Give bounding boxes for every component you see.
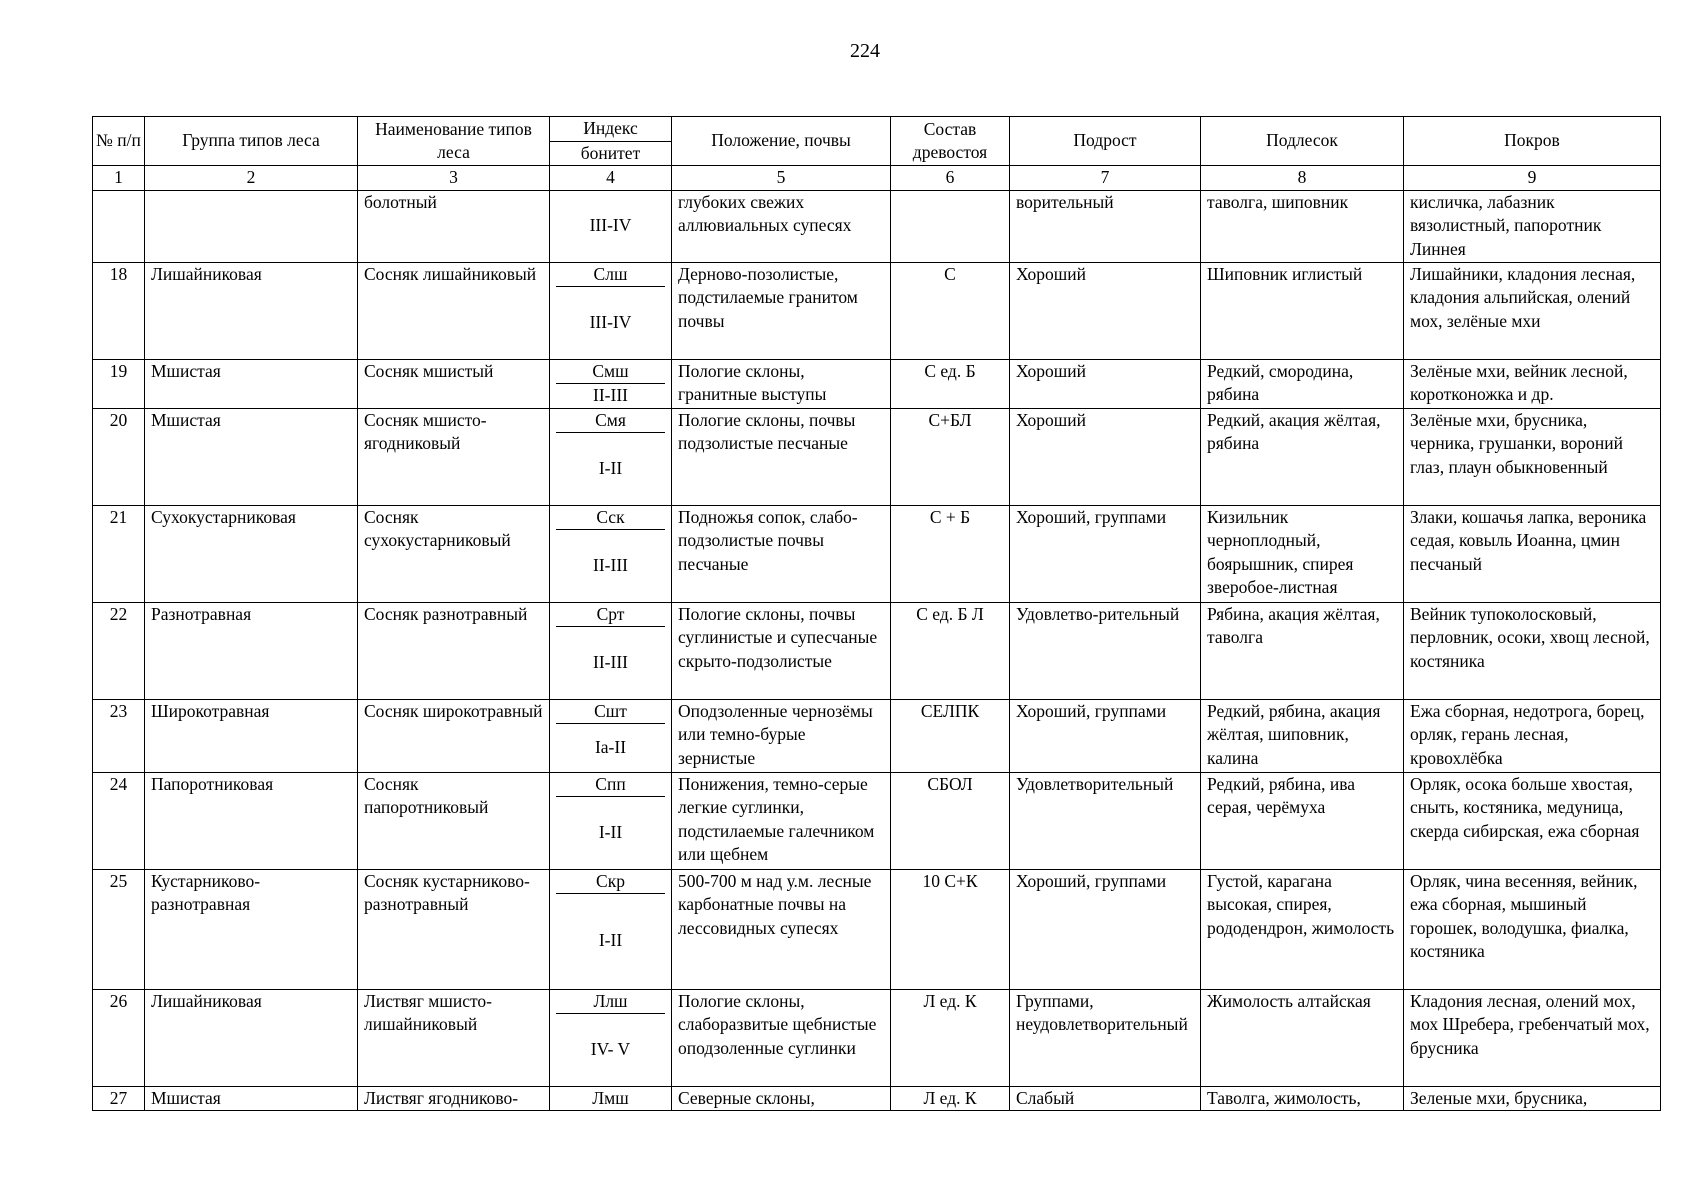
forest-group-cell: Лишайниковая xyxy=(145,989,358,1086)
row-number-cell: 26 xyxy=(93,989,145,1086)
forest-type-name-cell: Сосняк мшисто-ягодниковый xyxy=(358,408,550,505)
index-code: Смш xyxy=(556,360,665,384)
ground-cover-cell: Орляк, чина весенняя, вейник, ежа сборная, мышиный горошек, володушка, фиалка, костяника xyxy=(1404,869,1661,989)
continuation-row xyxy=(93,190,1661,262)
header-stand-composition: Состав древостоя xyxy=(891,117,1010,166)
row-number-cell: 21 xyxy=(93,505,145,602)
row-number-cell: 19 xyxy=(93,359,145,408)
column-number: 9 xyxy=(1404,166,1661,191)
index-cell xyxy=(550,190,672,262)
table-row xyxy=(93,699,1661,772)
index-cell xyxy=(550,1086,672,1111)
index-cell xyxy=(550,359,672,408)
position-soils-cell: Понижения, темно-серые легкие суглинки, подстилаемые галечником или щебнем xyxy=(672,772,891,869)
undergrowth-cell: Редкий, акация жёлтая, рябина xyxy=(1201,408,1404,505)
undergrowth-cell: таволга, шиповник xyxy=(1201,190,1404,262)
forest-type-name-cell: Сосняк сухокустарниковый xyxy=(358,505,550,602)
regrowth-cell: Хороший, группами xyxy=(1010,505,1201,602)
ground-cover-cell: Кладония лесная, олений мох, мох Шребера, гребенчатый мох, брусника xyxy=(1404,989,1661,1086)
forest-type-name-cell: Листвяг ягодниково- xyxy=(358,1086,550,1111)
header-forest-type-name: Наименование типов леса xyxy=(358,117,550,166)
row-number-cell: 25 xyxy=(93,869,145,989)
stand-composition-cell: 10 С+К xyxy=(891,869,1010,989)
forest-type-name-cell: Сосняк кустарниково-разнотравный xyxy=(358,869,550,989)
index-cell xyxy=(550,772,672,869)
header-index: Индекс xyxy=(550,117,672,142)
column-number: 6 xyxy=(891,166,1010,191)
forest-type-name-cell: Сосняк лишайниковый xyxy=(358,262,550,359)
site-class: IV- V xyxy=(590,1038,631,1059)
forest-group-cell: Разнотравная xyxy=(145,602,358,699)
forest-type-name-cell: Сосняк папоротниковый xyxy=(358,772,550,869)
undergrowth-cell: Редкий, смородина, рябина xyxy=(1201,359,1404,408)
forest-group-cell: Мшистая xyxy=(145,359,358,408)
index-cell xyxy=(550,262,672,359)
undergrowth-cell: Редкий, рябина, акация жёлтая, шиповник, калина xyxy=(1201,699,1404,772)
stand-composition-cell: СЕЛПК xyxy=(891,699,1010,772)
index-code: Скр xyxy=(556,870,665,894)
row-number-cell: 27 xyxy=(93,1086,145,1111)
forest-group-cell: Папоротниковая xyxy=(145,772,358,869)
header-ground-cover: Покров xyxy=(1404,117,1661,166)
position-soils-cell: Пологие склоны, гранитные выступы xyxy=(672,359,891,408)
regrowth-cell: Хороший, группами xyxy=(1010,869,1201,989)
table-row xyxy=(93,869,1661,989)
undergrowth-cell: Жимолость алтайская xyxy=(1201,989,1404,1086)
index-code: Сшт xyxy=(556,700,665,724)
index-code: Лмш xyxy=(592,1087,629,1108)
row-number-cell: 22 xyxy=(93,602,145,699)
ground-cover-cell: Орляк, осока больше хвостая, сныть, костяника, медуница, скерда сибирская, ежа сборная xyxy=(1404,772,1661,869)
column-number: 4 xyxy=(550,166,672,191)
undergrowth-cell: Рябина, акация жёлтая, таволга xyxy=(1201,602,1404,699)
site-class: II-III xyxy=(593,554,628,575)
index-code: Ллш xyxy=(556,990,665,1014)
regrowth-cell: Удовлетво-рительный xyxy=(1010,602,1201,699)
regrowth-cell: Хороший xyxy=(1010,262,1201,359)
table-row xyxy=(93,408,1661,505)
forest-type-name-cell: Сосняк широкотравный xyxy=(358,699,550,772)
forest-group-cell: Широкотравная xyxy=(145,699,358,772)
position-soils-cell: Подножья сопок, слабо-подзолистые почвы песчаные xyxy=(672,505,891,602)
stand-composition-cell: СБОЛ xyxy=(891,772,1010,869)
position-soils-cell: 500-700 м над у.м. лесные карбонатные почвы на лессовидных супесях xyxy=(672,869,891,989)
ground-cover-cell: Злаки, кошачья лапка, вероника седая, ковыль Иоанна, цмин песчаный xyxy=(1404,505,1661,602)
ground-cover-cell: Зеленые мхи, брусника, xyxy=(1404,1086,1661,1111)
regrowth-cell: ворительный xyxy=(1010,190,1201,262)
forest-group-cell: Сухокустарниковая xyxy=(145,505,358,602)
index-code: Спп xyxy=(556,773,665,797)
index-cell xyxy=(550,989,672,1086)
forest-group-cell: Мшистая xyxy=(145,1086,358,1111)
undergrowth-cell: Кизильник черноплодный, боярышник, спирея зверобое-листная xyxy=(1201,505,1404,602)
forest-type-name-cell: болотный xyxy=(358,190,550,262)
column-numbers-row xyxy=(93,166,1661,191)
index-cell xyxy=(550,869,672,989)
row-number-cell: 24 xyxy=(93,772,145,869)
row-number-cell: 23 xyxy=(93,699,145,772)
forest-group-cell: Лишайниковая xyxy=(145,262,358,359)
row-number-cell: 20 xyxy=(93,408,145,505)
table-row xyxy=(93,359,1661,408)
undergrowth-cell: Шиповник иглистый xyxy=(1201,262,1404,359)
ground-cover-cell: Ежа сборная, недотрога, борец, орляк, герань лесная, кровохлёбка xyxy=(1404,699,1661,772)
table-row xyxy=(93,772,1661,869)
index-cell xyxy=(550,699,672,772)
forest-group-cell xyxy=(145,190,358,262)
forest-types-table xyxy=(92,116,1661,1111)
ground-cover-cell: Зелёные мхи, вейник лесной, коротконожка и др. xyxy=(1404,359,1661,408)
site-class: III-IV xyxy=(589,311,632,332)
ground-cover-cell: Лишайники, кладония лесная, кладония альпийская, олений мох, зелёные мхи xyxy=(1404,262,1661,359)
regrowth-cell: Слабый xyxy=(1010,1086,1201,1111)
stand-composition-cell: С ед. Б Л xyxy=(891,602,1010,699)
table-row xyxy=(93,602,1661,699)
index-cell xyxy=(550,408,672,505)
index-code: Сск xyxy=(556,506,665,530)
position-soils-cell: Пологие склоны, почвы суглинистые и супесчаные скрыто-подзолистые xyxy=(672,602,891,699)
header-position-soils: Положение, почвы xyxy=(672,117,891,166)
position-soils-cell: Пологие склоны, слаборазвитые щебнистые оподзоленные суглинки xyxy=(672,989,891,1086)
site-class: III-IV xyxy=(589,215,632,236)
site-class: II-III xyxy=(593,384,628,405)
table-row xyxy=(93,1086,1661,1111)
forest-group-cell: Кустарниково-разнотравная xyxy=(145,869,358,989)
stand-composition-cell: С ед. Б xyxy=(891,359,1010,408)
header-site-class: бонитет xyxy=(550,141,672,166)
stand-composition-cell: С+БЛ xyxy=(891,408,1010,505)
forest-type-name-cell: Сосняк разнотравный xyxy=(358,602,550,699)
regrowth-cell: Хороший, группами xyxy=(1010,699,1201,772)
position-soils-cell: Северные склоны, xyxy=(672,1086,891,1111)
ground-cover-cell: Зелёные мхи, брусника, черника, грушанки, вороний глаз, плаун обыкновенный xyxy=(1404,408,1661,505)
forest-type-name-cell: Листвяг мшисто-лишайниковый xyxy=(358,989,550,1086)
undergrowth-cell: Таволга, жимолость, xyxy=(1201,1086,1404,1111)
page-number: 224 xyxy=(850,40,880,62)
column-number: 1 xyxy=(93,166,145,191)
column-number: 3 xyxy=(358,166,550,191)
ground-cover-cell: кисличка, лабазник вязолистный, папоротник Линнея xyxy=(1404,190,1661,262)
forest-type-name-cell: Сосняк мшистый xyxy=(358,359,550,408)
site-class: Ia-II xyxy=(594,736,627,757)
index-cell xyxy=(550,505,672,602)
regrowth-cell: Группами, неудовлетворительный xyxy=(1010,989,1201,1086)
stand-composition-cell: С + Б xyxy=(891,505,1010,602)
regrowth-cell: Удовлетворительный xyxy=(1010,772,1201,869)
site-class: I-II xyxy=(598,930,623,951)
stand-composition-cell: С xyxy=(891,262,1010,359)
position-soils-cell: Оподзоленные чернозёмы или темно-бурые зернистые xyxy=(672,699,891,772)
column-number: 7 xyxy=(1010,166,1201,191)
header-number: № п/п xyxy=(93,117,145,166)
site-class: I-II xyxy=(598,457,623,478)
stand-composition-cell: Л ед. К xyxy=(891,989,1010,1086)
position-soils-cell: Дерново-позолистые, подстилаемые гранитом почвы xyxy=(672,262,891,359)
column-number: 2 xyxy=(145,166,358,191)
ground-cover-cell: Вейник тупоколосковый, перловник, осоки, хвощ лесной, костяника xyxy=(1404,602,1661,699)
undergrowth-cell: Редкий, рябина, ива серая, черёмуха xyxy=(1201,772,1404,869)
index-cell xyxy=(550,602,672,699)
regrowth-cell: Хороший xyxy=(1010,359,1201,408)
index-code: Слш xyxy=(556,263,665,287)
column-number: 5 xyxy=(672,166,891,191)
stand-composition-cell: Л ед. К xyxy=(891,1086,1010,1111)
column-number: 8 xyxy=(1201,166,1404,191)
forest-group-cell: Мшистая xyxy=(145,408,358,505)
stand-composition-cell xyxy=(891,190,1010,262)
table-row xyxy=(93,505,1661,602)
regrowth-cell: Хороший xyxy=(1010,408,1201,505)
table-row xyxy=(93,262,1661,359)
site-class: I-II xyxy=(598,821,623,842)
row-number-cell: 18 xyxy=(93,262,145,359)
header-forest-group: Группа типов леса xyxy=(145,117,358,166)
header-undergrowth: Подлесок xyxy=(1201,117,1404,166)
index-code: Срт xyxy=(556,603,665,627)
position-soils-cell: Пологие склоны, почвы подзолистые песчаные xyxy=(672,408,891,505)
index-code: Смя xyxy=(556,409,665,433)
table-row xyxy=(93,989,1661,1086)
header-regrowth: Подрост xyxy=(1010,117,1201,166)
undergrowth-cell: Густой, карагана высокая, спирея, рододендрон, жимолость xyxy=(1201,869,1404,989)
row-number-cell xyxy=(93,190,145,262)
position-soils-cell: глубоких свежих аллювиальных супесях xyxy=(672,190,891,262)
site-class: II-III xyxy=(593,651,628,672)
